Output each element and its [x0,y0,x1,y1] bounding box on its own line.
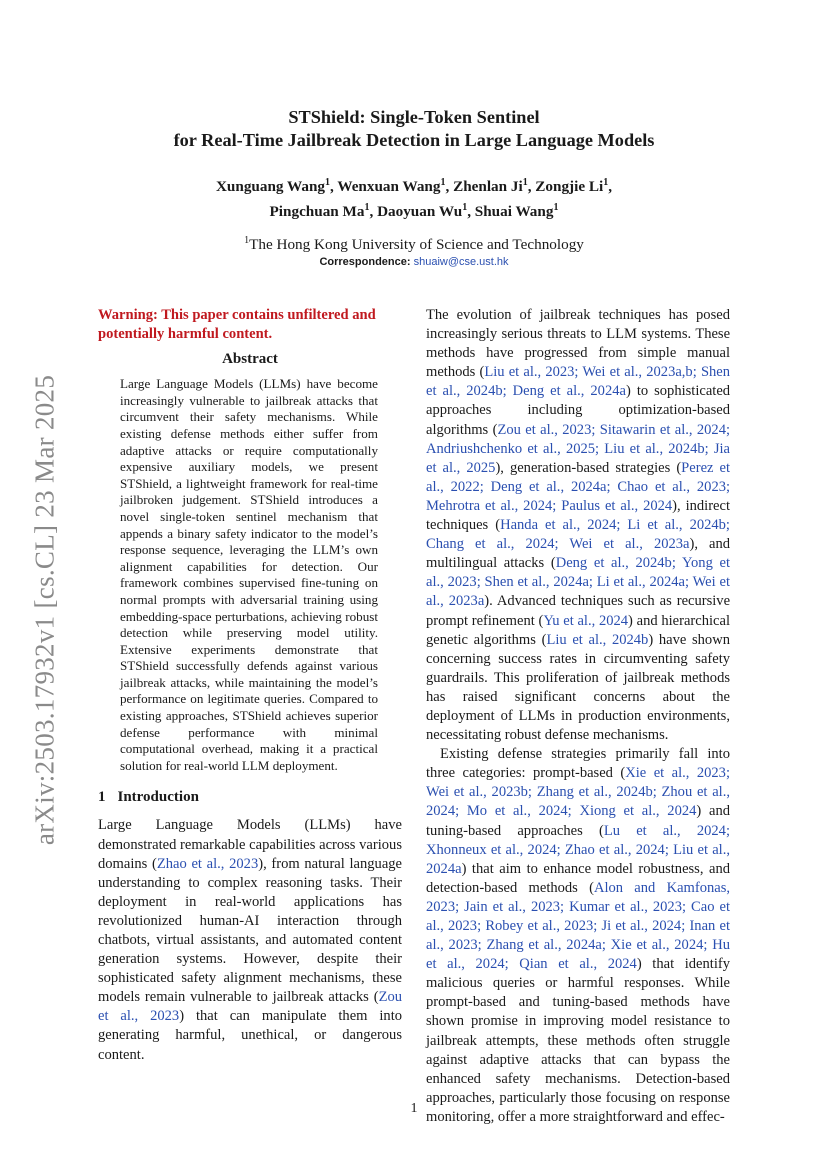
text-run [532,307,540,323]
text-run: The [426,307,449,323]
citation-link[interactable]: Li [627,517,641,534]
citation-link[interactable]: 2023; [696,478,731,495]
text-run [445,689,462,705]
citation-link[interactable]: Shen [484,574,514,591]
citation-link[interactable]: al., [627,574,646,591]
citation-link[interactable]: et [508,364,520,381]
text-run: ( [550,555,556,572]
correspondence-email-link[interactable]: shuaiw@cse.ust.hk [413,256,509,268]
citation-link[interactable]: 2024; [587,517,621,534]
text-run: threats [547,326,586,343]
text-run [497,555,504,571]
title-line-2: for Real-Time Jailbreak Detection in Large Language Models [173,130,655,150]
text-run [688,307,696,323]
citation-link[interactable]: al., [543,440,561,457]
text-run: recursive [676,593,731,610]
text-run: success [498,650,542,667]
text-run: indirect [685,497,731,514]
affiliation-mark: 1 [522,177,528,188]
affiliation-mark: 1 [553,202,559,214]
text-run: methods [426,345,476,362]
affiliation-mark: 1 [603,177,609,188]
citation-link[interactable]: Jia [713,440,731,457]
text-run [576,689,593,705]
citation-link[interactable]: al., [523,364,542,381]
intro-paragraph-1 [98,816,402,1064]
citation-link[interactable]: 2024; [525,536,559,553]
text-run: genetic [426,631,468,648]
text-run: simple [637,345,677,362]
author-name: Xunguang Wang [215,178,326,196]
text-run: ), [672,497,681,514]
text-run: to [636,383,649,400]
text-run: ), [689,536,698,553]
text-run: ( [676,459,682,476]
citation-link[interactable]: 2023a,b; [646,364,697,381]
citation-link[interactable]: et [659,421,671,438]
text-run: has [668,307,689,323]
text-run: jailbreak [539,307,591,323]
text-run: ) and tuning-based approaches ( [426,803,730,839]
authors-line-1: Xunguang Wang$^1$, Wenxuan Wang$^1$, Zhenlan Ji$^1$, Zongjie Li$^1$, [215,177,613,196]
citation-link[interactable]: 2025; [565,440,600,457]
text-run: techniques [598,307,661,323]
citation-link[interactable]: Zhao et al., 2023 [156,855,259,872]
text-run: ), from natural language understanding to complex reasoning tasks. Their deployment in real-world applications has revolutionized human-AI interaction through chatbots, virtual assistants, and automated content generation systems. However, despite their sophisticated safety alignment mechanisms, these models remain vulnerable to jailbreak attacks ( [98,855,403,1006]
citation-link[interactable]: et [527,440,538,457]
text-run: ( [495,517,501,534]
citation-link[interactable]: 2024b [611,631,649,648]
text-run: LLM [606,326,637,343]
text-run: mechanisms. [592,727,669,744]
citation-link[interactable]: al., [540,421,558,438]
citation-link[interactable]: al., [625,536,643,553]
text-run: shown [691,631,730,648]
text-run [627,345,638,361]
text-run: hierarchical [661,612,731,629]
text-run: systems. [641,326,692,343]
citation-link[interactable]: Shen [700,364,731,381]
citation-link[interactable]: et [613,574,625,591]
text-run: methods [680,669,731,686]
citation-link[interactable]: 2024 [643,497,673,514]
citation-link[interactable]: Chao [617,478,649,495]
citation-link[interactable]: Zou et al., 2023 [98,989,402,1025]
text-run [497,689,514,705]
text-run: proliferation [526,669,599,686]
citation-link[interactable]: al., [674,421,693,438]
text-run: manual [687,345,730,362]
citation-link[interactable]: 2024; [696,421,731,438]
text-run: as [659,593,672,610]
citation-link[interactable]: al., [500,497,519,514]
citation-link[interactable]: et [719,574,730,591]
text-run: of [605,669,618,686]
text-run: defense [544,727,590,744]
text-run: have [658,631,687,648]
text-run: strategies [615,459,671,476]
citation-link[interactable]: 2023; [447,574,481,591]
text-run: environments, [647,707,730,724]
citation-link[interactable]: Xie et al., 2023; Wei et al., 2023b; Zhang et al., 2024b; Zhou et al., 2024; Mo et al., 2024; Xiong et al., 2024 [426,765,730,820]
citation-link[interactable]: Deng [490,478,523,495]
citation-link[interactable]: et [604,497,616,514]
text-run [676,345,687,361]
paper-title [98,106,730,152]
citation-link[interactable]: Sitawarin [599,421,656,438]
citation-link[interactable]: Wei [692,574,716,591]
citation-link[interactable]: al., [426,593,444,610]
text-run: These [695,326,731,343]
citation-link[interactable]: 2024a; [553,574,593,591]
page-number: 1 [410,1101,418,1116]
citation-link[interactable]: 2024 [598,612,629,629]
text-run: algorithms [473,631,536,648]
citation-link[interactable]: Deng [555,555,588,572]
citation-link[interactable] [587,555,594,571]
text-run: attacks [503,555,545,572]
citation-link[interactable]: al., [562,517,581,534]
citation-link[interactable]: al., [496,536,515,553]
citation-link[interactable]: et [426,383,437,400]
author-name: Zongjie Li [535,178,604,196]
citation-link[interactable]: Deng [512,383,545,400]
citation-link[interactable]: et [525,421,536,438]
text-run: the [712,688,730,705]
citation-link[interactable]: Alon and Kamfonas, 2023; Jain et al., 2023; Kumar et al., 2023; Cao et al., 2023; Robey et al., 2023; Ji et al., 2024; Inan et al., 2023; Zhang et al., 2024a; Xie et al., 2024; Hu et al., 2024; Qian et al., 2024 [426,879,730,973]
text-run [596,651,604,667]
citation-link[interactable] [564,479,571,495]
citation-link[interactable]: et [603,536,615,553]
citation-link[interactable]: 2024b; [668,440,709,457]
text-run: increasingly [426,326,498,343]
abstract-heading: Abstract [222,351,278,368]
correspondence-label: Correspondence: [319,256,411,268]
citation-link[interactable]: Paulus [561,497,601,514]
text-run: prompt [426,612,469,629]
text-run: ) [625,383,631,400]
citation-link[interactable] [538,517,545,533]
citation-link[interactable]: al., [426,478,444,495]
text-run: ), [495,459,504,476]
text-run: multilingual [426,555,498,572]
citation-link[interactable]: et [517,574,528,591]
citation-link[interactable] [690,479,697,495]
citation-link[interactable]: Chang [426,536,464,553]
text-run: jailbreak [623,669,675,686]
citation-link[interactable]: Zou [497,421,521,438]
citation-link[interactable] [713,555,720,571]
citation-link[interactable]: al., [620,497,639,514]
citation-link[interactable]: 2023a [653,536,690,553]
text-run: to [590,326,602,343]
text-run [542,651,550,667]
citation-link[interactable]: Lu et al., 2024; Xhonneux et al., 2024; Zhao et al., 2024; Liu et al., 2024a [426,822,730,877]
citation-link[interactable]: 2023a [448,593,485,610]
citation-link[interactable]: Wei [569,536,593,553]
text-run [449,307,457,323]
intro-paragraph-2-continued [426,306,730,745]
affiliation [98,231,730,255]
text-run: progressed [524,345,588,362]
text-run: algorithms [426,421,489,438]
text-run: about [662,688,695,705]
text-run: Existing defense strategies primarily fall into three categories: prompt-based ( [426,746,730,782]
citation-link[interactable]: et [719,555,731,572]
citation-link[interactable] [648,479,655,495]
text-run [588,345,599,361]
citation-link[interactable] [658,517,665,533]
authors-line-2: Pingchuan Ma$^1$, Daoyuan Wu$^1$, Shuai Wang$^1$ [269,202,559,221]
text-run: methods [426,364,476,381]
text-run [661,307,669,323]
text-run: ) that identify malicious queries or harmful responses. While prompt-based and tuning-based methods have shown promise in improving model resistance to jailbreak attempts, these methods often struggle against adaptive attacks that can bypass the enhanced safety mechanisms. Detection-based approaches, particularly those focusing on response monitoring, offer a more straightforward and effec- [426,956,730,1125]
section-heading-introduction [98,787,402,807]
author-name: Shuai Wang [474,203,554,221]
citation-link[interactable]: 2024b; [466,383,507,400]
citation-link[interactable]: et [545,517,556,534]
citation-link[interactable]: et [609,364,621,381]
correspondence [98,255,730,269]
text-run: evolution [456,307,512,323]
citation-link[interactable]: 2023; [562,421,596,438]
text-run: concerning [426,650,491,667]
section-number: 1 [98,789,106,806]
text-run: such [628,593,655,610]
citation-link[interactable]: et [572,631,583,648]
citation-link[interactable]: Andriushchenko [426,440,523,457]
citation-link[interactable]: et [647,517,658,534]
arxiv-identifier: arXiv:2503.17932v1 [cs.CL] 23 Mar 2025 [29,374,60,846]
citation-link[interactable]: 2024b; [689,517,730,534]
text-run: deployment [426,707,495,724]
author-name: Wenxuan Wang [337,178,441,196]
affiliation-name: The Hong Kong University of Science and Technology [249,236,584,254]
text-run: optimization-based [618,402,731,419]
citation-link[interactable]: et [550,383,561,400]
citation-link[interactable]: al., [566,383,585,400]
citation-link[interactable] [514,536,525,552]
text-run: ) [648,631,654,648]
citation-link[interactable]: 2024a; [570,478,611,495]
text-run: Large Language Models (LLMs) have demonstrated remarkable capabilities across various domains ( [98,817,402,872]
text-run: rates [549,650,578,667]
citation-link[interactable]: Mehrotra [426,497,481,514]
text-run: ) that aim to enhance model robustness, and detection-based methods ( [426,860,730,896]
citation-link[interactable]: al., [664,517,683,534]
text-run [514,345,525,361]
text-run: ( [541,631,547,648]
citation-link[interactable]: Liu [484,364,505,381]
text-run [544,555,551,571]
citation-link[interactable]: al., [588,631,607,648]
citation-link[interactable] [683,517,690,533]
abstract-body: Large Language Models (LLMs) have become increasingly vulnerable to jailbreak attacks that circumvent their safety mechanisms. While existing defense methods either suffer from adaptive attacks or require computationally expensive auxiliary models, we present STShield, a lightweight framework for real-time jailbroken judgement. STShield introduces a novel single-token sentinel mechanism that appends a binary safety indicator to the model’s response sequence, leveraging the LLM’s own alignment capabilities for detection. Our framework combines supervised fine-tuning on normal prompts with adversarial training using embedding-space perturbations, achieving robust detection while preserving model utility. Extensive experiments demonstrate that STShield successfully defends against various jailbreak attacks, while maintaining the model’s performance on legitimate queries. Compared to existing approaches, STShield achieves superior defense performance with minimal computational overhead, making it a practical solution for real-world LLM deployment. [120,376,378,773]
citation-link[interactable]: et [654,478,666,495]
text-run [577,651,585,667]
text-run [645,689,662,705]
citation-link[interactable]: et [475,536,486,553]
citation-link[interactable]: Li [596,574,610,591]
text-run: safety [695,650,731,667]
text-run: posed [696,307,730,323]
citation-link[interactable]: et [426,459,437,476]
citation-link[interactable]: 2024a; [649,574,690,591]
citation-link[interactable] [556,517,563,533]
content-warning: Warning: This paper contains unfiltered and potentially harmful content. [98,307,376,343]
citation-link[interactable] [484,479,491,495]
text-run: production [578,707,642,724]
text-run: from [598,345,627,362]
citation-link[interactable]: al., [442,459,461,476]
citation-link[interactable]: al., [577,612,596,629]
text-run: ( [538,612,544,629]
citation-link[interactable]: Yong [681,555,713,572]
text-run: has [426,688,446,705]
affiliation-mark: 1 [462,202,468,214]
text-run: circumventing [603,650,688,667]
citation-link[interactable]: et [485,497,496,514]
citation-link[interactable]: Handa [500,517,539,534]
citation-link[interactable]: 2024a [590,383,626,400]
citation-link[interactable]: et [563,612,574,629]
text-run [491,402,527,418]
right-column [426,306,730,1127]
citation-link[interactable]: al., [531,574,550,591]
citation-link[interactable]: al., [624,364,643,381]
author-name: Zhenlan Ji [453,178,523,196]
text-run: of [519,307,532,323]
text-run: ( [492,421,498,438]
text-run: This [493,669,520,686]
intro-paragraph-3 [426,745,730,1127]
citation-link[interactable]: et [719,459,731,476]
text-run [475,345,486,361]
citation-link[interactable]: al., [426,574,444,591]
text-run: and [709,536,731,553]
text-run: ) that can manipulate them into generating harmful, unethical, or dangerous content. [98,1008,403,1063]
text-run: refinement [471,612,535,629]
text-run [698,536,709,552]
text-run: raised [462,688,498,705]
citation-link[interactable]: 2023; [545,364,579,381]
text-run: including [527,402,583,419]
text-run: Advanced [496,593,556,610]
text-run: sophisticated [654,383,731,400]
text-run: and [636,612,658,629]
text-run: concerns [593,688,646,705]
left-column [98,306,402,1065]
text-run: approaches [426,402,492,419]
text-run: have [486,345,514,362]
author-list [98,172,730,222]
citation-link[interactable] [444,479,451,495]
text-run: significant [514,688,577,705]
text-run: guardrails. [426,669,488,686]
citation-link[interactable]: et [528,478,540,495]
affiliation-mark: 1 [440,177,446,188]
citation-link[interactable]: et [629,440,641,457]
text-run: LLMs [518,707,556,724]
citation-link[interactable]: Perez [681,459,714,476]
affiliation-mark: 1 [364,202,370,214]
text-run [695,689,712,705]
arxiv-sidebar [22,360,68,860]
text-run: ( [479,364,485,381]
text-run: necessitating [426,727,502,744]
text-run: generation-based [509,459,610,476]
citation-link[interactable] [464,536,475,552]
citation-link[interactable]: al., [672,478,691,495]
affiliation-mark: 1 [244,235,250,246]
citation-link[interactable]: al., [442,383,461,400]
citation-link[interactable]: 2022; [450,478,484,495]
citation-link[interactable]: 2024; [523,497,557,514]
text-run: in [560,707,573,724]
citation-link[interactable]: et [593,555,605,572]
citation-link[interactable]: Liu [546,631,567,648]
author-name: Daoyuan Wu [377,203,463,221]
text-run: techniques [560,593,624,610]
citation-link[interactable]: 2024b; [635,555,676,572]
text-run [582,402,618,418]
citation-link[interactable] [592,536,603,552]
citation-link[interactable] [486,536,497,552]
author-name: Pingchuan Ma [269,203,365,221]
text-run: in [584,650,596,667]
text-run: ). [484,593,493,610]
citation-link[interactable] [614,536,625,552]
section-title: Introduction [117,789,199,806]
title-line-1: STShield: Single-Token Sentinel [288,107,540,127]
citation-link[interactable] [643,536,654,552]
text-run: robust [504,727,542,744]
citation-link[interactable]: Wei [582,364,606,381]
citation-link[interactable]: Liu [604,440,625,457]
citation-link[interactable]: Yu [543,612,560,629]
text-run: serious [501,326,543,343]
citation-link[interactable]: al., [611,555,629,572]
text-run: of [500,707,513,724]
citation-link[interactable]: al., [546,478,565,495]
citation-link[interactable]: 2025 [466,459,496,476]
text-run: ) [628,612,633,629]
citation-link[interactable] [559,536,570,552]
text-run [512,307,520,323]
affiliation-mark: 1 [325,177,331,188]
citation-link[interactable] [522,479,529,495]
citation-link[interactable]: al., [645,440,664,457]
text-run: techniques [426,517,489,534]
